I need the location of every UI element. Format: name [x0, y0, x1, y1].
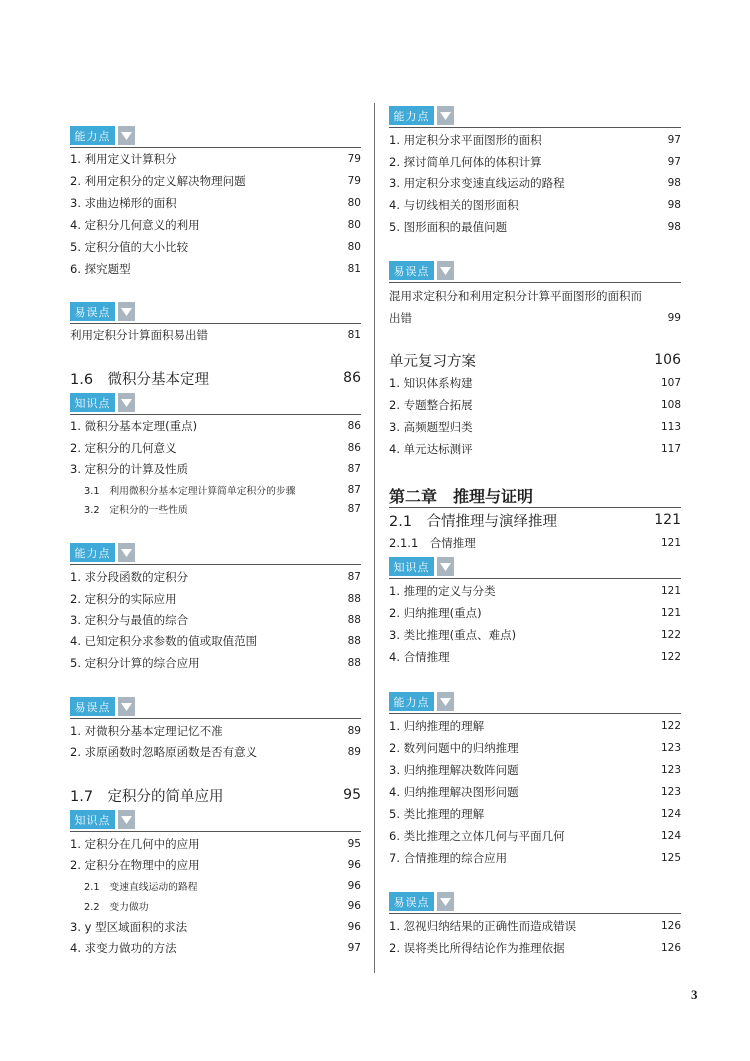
- toc-entry-page: 113: [660, 421, 681, 433]
- triangle-down-icon: [437, 557, 454, 576]
- toc-entry-title: 3. 归纳推理解决数阵问题: [389, 763, 519, 777]
- tag-label: 能力点: [389, 692, 434, 711]
- toc-entry-page: 81: [347, 263, 361, 275]
- triangle-down-icon: [437, 892, 454, 911]
- toc-entry-title: 第二章 推理与证明: [389, 486, 534, 506]
- toc-entry[interactable]: [70, 215, 361, 235]
- toc-entry-title: 3. 用定积分求变速直线运动的路程: [389, 176, 565, 190]
- section-tag-knowledge: [70, 810, 135, 829]
- toc-entry-title: 3. 定积分的计算及性质: [70, 462, 189, 476]
- toc-entry-page: 106: [654, 352, 681, 368]
- tag-label: 知识点: [70, 810, 115, 829]
- toc-entry-title: 单元复习方案: [389, 353, 476, 370]
- toc-entry-title: 4. 定积分几何意义的利用: [70, 218, 200, 232]
- toc-entry[interactable]: [70, 834, 361, 854]
- triangle-down-icon: [437, 692, 454, 711]
- toc-entry[interactable]: [70, 631, 361, 651]
- toc-entry[interactable]: [70, 459, 361, 479]
- toc-entry-title: 2. 数列问题中的归纳推理: [389, 741, 519, 755]
- toc-entry[interactable]: [389, 173, 681, 193]
- toc-entry[interactable]: [389, 417, 681, 437]
- toc-entry[interactable]: [70, 149, 361, 169]
- triangle-down-icon: [437, 261, 454, 280]
- toc-entry[interactable]: [70, 742, 361, 762]
- section-tag-ability: [389, 106, 454, 125]
- toc-entry-page: 121: [660, 537, 681, 549]
- toc-entry-page: 86: [343, 370, 361, 386]
- tag-label: 能力点: [389, 106, 434, 125]
- toc-entry-title: 4. 合情推理: [389, 650, 450, 664]
- toc-entry-page: 80: [347, 219, 361, 231]
- toc-entry[interactable]: [389, 716, 681, 736]
- toc-entry-title: 2.2 变力做功: [84, 902, 149, 913]
- toc-entry-page: 121: [660, 607, 681, 619]
- toc-entry-title: 2. 定积分的几何意义: [70, 441, 177, 455]
- toc-entry-title: 6. 类比推理之立体几何与平面几何: [389, 829, 565, 843]
- toc-entry-page: 98: [667, 177, 681, 189]
- toc-entry[interactable]: [70, 610, 361, 630]
- tag-rule: [70, 718, 361, 719]
- toc-entry[interactable]: [70, 917, 361, 937]
- toc-entry[interactable]: [389, 439, 681, 459]
- toc-entry-page: 80: [347, 241, 361, 253]
- toc-entry-title: 4. 已知定积分求参数的值或取值范围: [70, 634, 258, 648]
- toc-entry-line: 混用求定积分和利用定积分计算平面图形的面积而: [389, 289, 642, 303]
- toc-entry-page: 80: [347, 197, 361, 209]
- toc-entry-title: 1. 微积分基本定理(重点): [70, 419, 198, 433]
- toc-entry-page: 89: [347, 746, 361, 758]
- toc-entry-page: 88: [347, 614, 361, 626]
- toc-entry[interactable]: [389, 804, 681, 824]
- section-tag-mistake: [389, 261, 454, 280]
- toc-entry-page: 122: [660, 651, 681, 663]
- toc-entry[interactable]: [70, 438, 361, 458]
- toc-entry-page: 87: [347, 503, 361, 515]
- tag-label: 能力点: [70, 543, 115, 562]
- toc-entry-title: 3.2 定积分的一些性质: [84, 505, 188, 516]
- toc-entry[interactable]: [389, 395, 681, 415]
- toc-entry[interactable]: [70, 171, 361, 191]
- toc-entry-page: 88: [347, 635, 361, 647]
- page-number: 3: [691, 987, 698, 1002]
- section-heading[interactable]: [70, 366, 361, 390]
- toc-entry[interactable]: [70, 237, 361, 257]
- toc-entry-page: 99: [667, 312, 681, 324]
- toc-subheading[interactable]: [389, 533, 681, 553]
- tag-label: 易误点: [70, 697, 115, 716]
- toc-entry[interactable]: [389, 130, 681, 150]
- toc-subentry[interactable]: [70, 896, 361, 916]
- toc-entry[interactable]: [70, 325, 361, 345]
- tag-label: 易误点: [389, 892, 434, 911]
- toc-entry-title: 4. 与切线相关的图形面积: [389, 198, 519, 212]
- toc-entry-title: 2.1.1 合情推理: [389, 536, 476, 550]
- toc-entry[interactable]: [389, 848, 681, 868]
- toc-entry-title: 1. 归纳推理的理解: [389, 719, 485, 733]
- toc-entry[interactable]: [70, 416, 361, 436]
- section-heading[interactable]: [70, 783, 361, 807]
- toc-entry[interactable]: [389, 938, 681, 958]
- toc-entry[interactable]: [70, 855, 361, 875]
- toc-entry-title: 3. y 型区域面积的求法: [70, 920, 188, 934]
- toc-entry-page: 79: [347, 153, 361, 165]
- toc-entry-title: 1.7 定积分的简单应用: [70, 788, 224, 805]
- toc-entry-page: 95: [343, 787, 361, 803]
- tag-rule: [389, 713, 681, 714]
- toc-entry[interactable]: [389, 760, 681, 780]
- tag-rule: [389, 913, 681, 914]
- triangle-down-icon: [118, 697, 135, 716]
- toc-entry-page: 108: [660, 399, 681, 411]
- toc-entry-title: 2. 定积分在物理中的应用: [70, 858, 200, 872]
- tag-label: 知识点: [389, 557, 434, 576]
- section-heading[interactable]: [389, 508, 681, 532]
- toc-entry-page: 123: [660, 786, 681, 798]
- tag-label: 易误点: [389, 261, 434, 280]
- toc-entry-title: 1. 求分段函数的定积分: [70, 570, 189, 584]
- toc-entry-title: 利用定积分计算面积易出错: [70, 328, 208, 342]
- toc-entry-page: 95: [347, 838, 361, 850]
- toc-entry[interactable]: [389, 782, 681, 802]
- toc-entry-title: 1.6 微积分基本定理: [70, 371, 210, 388]
- toc-entry-page: 81: [347, 329, 361, 341]
- section-tag-ability: [389, 692, 454, 711]
- toc-entry-title: 3. 类比推理(重点、难点): [389, 628, 517, 642]
- toc-entry[interactable]: [389, 603, 681, 623]
- toc-entry-page: 88: [347, 593, 361, 605]
- tag-rule: [389, 127, 681, 128]
- toc-entry-title: 1. 对微积分基本定理记忆不准: [70, 724, 223, 738]
- section-tag-mistake: [70, 697, 135, 716]
- toc-entry-title: 7. 合情推理的综合应用: [389, 851, 508, 865]
- section-tag-ability: [70, 126, 135, 145]
- toc-entry-title: 5. 图形面积的最值问题: [389, 220, 508, 234]
- toc-entry-page: 121: [654, 512, 681, 528]
- toc-entry-page: 126: [660, 920, 681, 932]
- toc-entry-multiline[interactable]: [389, 285, 681, 329]
- toc-entry-title: 1. 利用定义计算积分: [70, 152, 177, 166]
- toc-entry-title: 4. 求变力做功的方法: [70, 941, 177, 955]
- toc-entry-title: 6. 探究题型: [70, 262, 131, 276]
- toc-entry-page: 87: [347, 463, 361, 475]
- toc-entry-page: 86: [347, 420, 361, 432]
- toc-entry-page: 122: [660, 720, 681, 732]
- toc-entry[interactable]: [389, 581, 681, 601]
- section-tag-mistake: [389, 892, 454, 911]
- toc-entry[interactable]: [389, 152, 681, 172]
- tag-rule: [389, 282, 681, 283]
- section-tag-knowledge: [389, 557, 454, 576]
- toc-entry-title: 2.1 合情推理与演绎推理: [389, 513, 558, 530]
- tag-rule: [70, 147, 361, 148]
- toc-entry-title: 2. 探讨简单几何体的体积计算: [389, 155, 542, 169]
- toc-entry[interactable]: [70, 653, 361, 673]
- toc-entry-page: 79: [347, 175, 361, 187]
- tag-rule: [70, 564, 361, 565]
- toc-entry-title: 1. 用定积分求平面图形的面积: [389, 133, 542, 147]
- toc-entry-page: 125: [660, 852, 681, 864]
- toc-entry-page: 96: [347, 859, 361, 871]
- tag-rule: [70, 323, 361, 324]
- toc-entry-title: 1. 知识体系构建: [389, 376, 473, 390]
- toc-entry-title: 5. 类比推理的理解: [389, 807, 485, 821]
- toc-entry-page: 124: [660, 830, 681, 842]
- toc-entry-title: 4. 归纳推理解决图形问题: [389, 785, 519, 799]
- toc-entry-page: 121: [660, 585, 681, 597]
- toc-entry[interactable]: [389, 826, 681, 846]
- toc-entry-page: 96: [347, 900, 361, 912]
- toc-entry-page: 88: [347, 657, 361, 669]
- toc-entry-page: 96: [347, 921, 361, 933]
- toc-entry-title: 1. 推理的定义与分类: [389, 584, 496, 598]
- tag-rule: [70, 414, 361, 415]
- triangle-down-icon: [118, 810, 135, 829]
- toc-entry-title: 1. 忽视归纳结果的正确性而造成错误: [389, 919, 577, 933]
- toc-entry-page: 96: [347, 880, 361, 892]
- toc-entry-title: 5. 定积分值的大小比较: [70, 240, 189, 254]
- toc-entry-page: 123: [660, 764, 681, 776]
- section-heading[interactable]: [389, 348, 681, 372]
- toc-entry-title: 3. 定积分与最值的综合: [70, 613, 189, 627]
- section-tag-ability: [70, 543, 135, 562]
- toc-entry[interactable]: [389, 625, 681, 645]
- toc-entry-title: 3. 求曲边梯形的面积: [70, 196, 177, 210]
- toc-entry-page: 98: [667, 199, 681, 211]
- toc-entry[interactable]: [70, 938, 361, 958]
- triangle-down-icon: [118, 302, 135, 321]
- toc-entry-title: 2. 定积分的实际应用: [70, 592, 177, 606]
- toc-entry-title: 2. 误将类比所得结论作为推理依据: [389, 941, 565, 955]
- toc-entry[interactable]: [389, 647, 681, 667]
- tag-rule: [70, 831, 361, 832]
- toc-entry-page: 87: [347, 484, 361, 496]
- tag-label: 知识点: [70, 393, 115, 412]
- toc-entry[interactable]: [70, 589, 361, 609]
- toc-entry-title: 1. 定积分在几何中的应用: [70, 837, 200, 851]
- triangle-down-icon: [118, 543, 135, 562]
- toc-entry-page: 107: [660, 377, 681, 389]
- toc-entry-title: 5. 定积分计算的综合应用: [70, 656, 200, 670]
- toc-entry-page: 97: [667, 156, 681, 168]
- toc-entry-page: 98: [667, 221, 681, 233]
- triangle-down-icon: [437, 106, 454, 125]
- toc-entry[interactable]: [389, 373, 681, 393]
- tag-label: 能力点: [70, 126, 115, 145]
- toc-entry-page: 87: [347, 571, 361, 583]
- toc-entry[interactable]: [389, 738, 681, 758]
- toc-entry-page: 117: [660, 443, 681, 455]
- toc-entry-page: 126: [660, 942, 681, 954]
- toc-subentry[interactable]: [70, 499, 361, 519]
- toc-entry[interactable]: [70, 259, 361, 279]
- toc-entry-title: 2.1 变速直线运动的路程: [84, 882, 198, 893]
- toc-entry-title: 2. 利用定积分的定义解决物理问题: [70, 174, 246, 188]
- toc-entry-page: 86: [347, 442, 361, 454]
- toc-entry[interactable]: [389, 195, 681, 215]
- toc-entry-page: 97: [347, 942, 361, 954]
- toc-entry-title: 2. 专题整合拓展: [389, 398, 473, 412]
- toc-entry[interactable]: [389, 916, 681, 936]
- triangle-down-icon: [118, 126, 135, 145]
- toc-entry-title: 2. 归纳推理(重点): [389, 606, 482, 620]
- toc-entry-title: 4. 单元达标测评: [389, 442, 473, 456]
- chapter-heading[interactable]: [389, 482, 681, 508]
- toc-entry-line: 出错: [389, 311, 412, 325]
- toc-entry[interactable]: [389, 217, 681, 237]
- toc-subentry[interactable]: [70, 876, 361, 896]
- toc-entry-page: 122: [660, 629, 681, 641]
- toc-entry-page: 124: [660, 808, 681, 820]
- toc-entry-title: 2. 求原函数时忽略原函数是否有意义: [70, 745, 258, 759]
- toc-entry-title: 3. 高频题型归类: [389, 420, 473, 434]
- toc-entry-page: 97: [667, 134, 681, 146]
- triangle-down-icon: [118, 393, 135, 412]
- toc-entry-page: 123: [660, 742, 681, 754]
- section-tag-mistake: [70, 302, 135, 321]
- toc-entry-title: 3.1 利用微积分基本定理计算简单定积分的步骤: [84, 486, 296, 497]
- toc-entry[interactable]: [70, 721, 361, 741]
- toc-entry-page: 89: [347, 725, 361, 737]
- toc-entry[interactable]: [70, 567, 361, 587]
- section-tag-knowledge: [70, 393, 135, 412]
- toc-entry[interactable]: [70, 193, 361, 213]
- tag-rule: [389, 578, 681, 579]
- tag-label: 易误点: [70, 302, 115, 321]
- toc-subentry[interactable]: [70, 480, 361, 500]
- column-divider: [374, 103, 375, 973]
